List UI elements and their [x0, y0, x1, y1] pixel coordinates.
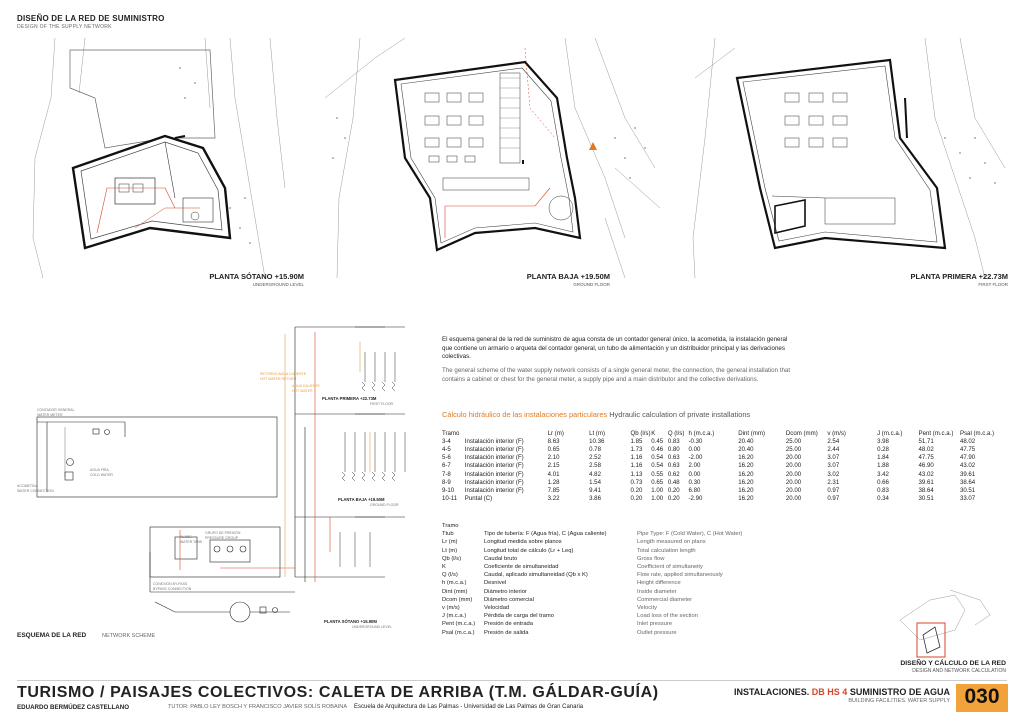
calc-table-cell: 0.65: [547, 445, 560, 453]
scheme-meter-label-en: WATER METER: [37, 413, 63, 417]
calc-table-cell: 20.40: [738, 437, 754, 445]
keymap-subtitle: DESIGN AND NETWORK CALCULATION: [912, 668, 1006, 674]
scheme-tank-label-en: WATER TANK: [180, 540, 203, 544]
calc-table-cell: 48.02: [918, 445, 934, 453]
scheme-connection-label: ACOMETIDA: [17, 484, 38, 488]
calc-table-cell: 0.80: [667, 445, 680, 453]
calc-table-cell: 2.58: [589, 462, 601, 470]
legend-desc-es: Presión de salida: [484, 629, 529, 636]
scheme-pump-label: GRUPO DE PRESIÓN: [205, 531, 241, 535]
scheme-ground-label: PLANTA BAJA +19.50M: [338, 497, 385, 502]
calc-table-cell: 43.02: [918, 470, 934, 478]
scheme-cold-label-en: COLD WATER: [90, 473, 113, 477]
calc-table-cell: Instalación interior (F): [464, 437, 524, 445]
calc-table-cell: 0.83: [667, 437, 680, 445]
calc-table-cell: 2.52: [589, 454, 601, 462]
calc-table-cell: 0.48: [667, 478, 680, 486]
calc-table-cell: 20.00: [785, 462, 802, 470]
legend-row: [442, 579, 797, 587]
legend-symbol: J (m.c.a.): [442, 613, 467, 620]
legend-desc-es: Longitud medida sobre planos: [484, 539, 562, 546]
calc-header-cell: Lr (m): [547, 429, 564, 437]
plan-underground-drawing: [15, 38, 315, 278]
legend-desc-en: Inside diameter: [637, 588, 677, 595]
scheme-tank-label: ALJIBE: [180, 535, 192, 539]
legend-desc-en: Inlet pressure: [637, 621, 673, 628]
calc-table-cell: 0.20: [630, 486, 643, 494]
legend-desc-es: Coeficiente de simultaneidad: [484, 564, 559, 571]
sheet-section-subtitle: BUILDING FACILITIES. WATER SUPPLY: [848, 698, 950, 704]
legend-symbol: h (m.c.a.): [442, 580, 467, 587]
calc-table-row: [442, 470, 1017, 478]
legend-row: [442, 612, 797, 620]
legend-desc-es: Desnivel: [484, 580, 507, 587]
calc-header-cell: Q (l/s): [667, 429, 685, 437]
section-subtitle: DESIGN OF THE SUPPLY NETWORK: [17, 24, 112, 30]
calc-table-cell: 0.45: [651, 437, 664, 445]
legend-symbol: Ttub: [442, 531, 454, 538]
calc-table-cell: 0.20: [667, 495, 680, 503]
sheet-section-title: [700, 687, 950, 697]
sheet-section-b: DB HS 4: [811, 687, 848, 697]
calc-table-cell: Instalación interior (F): [464, 478, 524, 486]
calc-table-cell: 0.46: [651, 445, 664, 453]
calc-table-cell: 43.02: [959, 462, 976, 470]
calc-table-cell: 0.20: [667, 486, 680, 494]
calc-table-cell: 47.90: [959, 454, 976, 462]
legend-row: [442, 571, 797, 579]
calc-header-cell: Tramo: [442, 429, 460, 437]
calc-table-cell: Instalación interior (F): [464, 462, 524, 470]
legend-row: [442, 538, 797, 546]
calc-table-cell: 1.88: [877, 462, 889, 470]
scheme-ground-label-en: GROUND FLOOR: [370, 503, 399, 507]
calc-table-cell: 2.31: [827, 478, 840, 486]
plan-first-drawing: [675, 38, 1015, 278]
calc-table-cell: 1.28: [547, 478, 560, 486]
calc-table-cell: 48.02: [959, 437, 976, 445]
legend-desc-es: Presión de entrada: [484, 621, 533, 628]
project-title: TURISMO / PAISAJES COLECTIVOS: CALETA DE ARRIBA (T.M. GÁLDAR-GUÍA): [17, 684, 659, 701]
calc-table-cell: 6-7: [442, 462, 451, 470]
scheme-title-en: NETWORK SCHEME: [102, 633, 156, 639]
legend-desc-es: Longitud total de cálculo (Lr + Leq): [484, 547, 574, 554]
plan-first-subtitle: FIRST FLOOR: [978, 282, 1008, 287]
scheme-connection-label-en: WATER CONNECTION: [17, 489, 54, 493]
scheme-bypass-label-en: BYPASS CONNECTION: [153, 587, 192, 591]
calc-table-cell: 4.82: [589, 470, 601, 478]
network-scheme-diagram: [25, 322, 420, 627]
legend-symbol: Pent (m.c.a.): [442, 621, 476, 628]
legend-desc-en: Length measured on plans: [637, 539, 706, 546]
calc-table-cell: 2.10: [547, 454, 560, 462]
calc-table-cell: 0.66: [877, 478, 889, 486]
calc-table-cell: 7.85: [547, 486, 560, 494]
plan-underground-title: PLANTA SÓTANO +15.90M: [209, 272, 304, 281]
calc-header-row: [442, 429, 1017, 437]
calc-table-cell: 0.73: [630, 478, 643, 486]
legend-desc-en: Commercial diameter: [637, 596, 693, 603]
calc-table-cell: 0.65: [651, 478, 664, 486]
calc-table-cell: -0.30: [688, 437, 703, 445]
legend-symbol: Psal (m.c.a.): [442, 629, 475, 636]
calc-table-cell: 30.51: [959, 486, 976, 494]
legend-symbol: Dcom (mm): [442, 596, 473, 603]
calc-header-cell: Dint (mm): [738, 429, 765, 437]
calc-table-cell: 38.64: [918, 486, 934, 494]
legend-desc-en: Load loss of the section: [637, 613, 698, 620]
legend-row: [442, 620, 797, 628]
legend-desc-es: Diámetro interior: [484, 588, 527, 595]
calc-table-row: [442, 462, 1017, 470]
calc-table-cell: 47.75: [959, 445, 976, 453]
section-title: DISEÑO DE LA RED DE SUMINISTRO: [17, 14, 165, 23]
scheme-title: [17, 632, 155, 639]
tutor-names: TUTOR: PABLO LEY BOSCH Y FRANCISCO JAVIER SOLÍS ROBAINA: [168, 704, 348, 710]
calc-table-cell: 0.83: [877, 486, 889, 494]
calc-table-cell: 16.20: [738, 470, 754, 478]
sheet-number: 030: [956, 684, 1008, 712]
legend-row: [442, 596, 797, 604]
calc-table-cell: 51.71: [918, 437, 934, 445]
calc-table: [442, 429, 1017, 503]
legend-desc-es: Diámetro comercial: [484, 596, 534, 603]
legend-row: [442, 588, 797, 596]
legend-symbol: K: [442, 564, 446, 571]
calc-header-cell: h (m.c.a.): [688, 429, 715, 437]
calc-table-row: [442, 454, 1017, 462]
legend-symbol: Lr (m): [442, 539, 458, 546]
calc-table-cell: 30.51: [918, 495, 934, 503]
calc-table-cell: 3.02: [827, 470, 840, 478]
calc-table-cell: Instalación interior (F): [464, 454, 524, 462]
sheet-section-a: INSTALACIONES.: [733, 687, 810, 697]
calc-table-cell: 6.80: [688, 486, 701, 494]
calc-table-cell: 16.20: [738, 462, 754, 470]
calc-table-cell: Puntal (C): [464, 495, 493, 503]
calc-table-row: [442, 486, 1017, 494]
scheme-hot-label-en: HOT WATER: [292, 389, 313, 393]
calc-table-cell: 0.54: [651, 462, 664, 470]
calc-table-cell: 9.41: [589, 486, 601, 494]
calc-table-cell: 3-4: [442, 437, 451, 445]
calc-table-cell: 1.84: [877, 454, 889, 462]
calc-table-cell: 3.86: [589, 495, 601, 503]
calc-title-es: Cálculo hidráulico de las instalaciones particulares: [442, 410, 608, 419]
site-key-map: [895, 585, 1000, 660]
calc-table-cell: 0.00: [688, 445, 701, 453]
calc-table-cell: 1.16: [630, 454, 643, 462]
calc-table-cell: 16.20: [738, 454, 754, 462]
calc-table-cell: 10.36: [589, 437, 605, 445]
legend-row: [442, 522, 797, 530]
scheme-under-label-en: UNDERGROUND LEVEL: [352, 625, 392, 629]
calc-table-cell: 2.54: [827, 437, 840, 445]
calc-table-cell: 3.07: [827, 462, 840, 470]
calc-table-cell: 25.00: [785, 445, 802, 453]
calc-table-cell: 0.20: [630, 495, 643, 503]
legend-desc-en: [637, 522, 797, 530]
calc-table-row: [442, 478, 1017, 486]
calc-table-cell: 1.73: [630, 445, 643, 453]
calc-table-cell: 25.00: [785, 437, 802, 445]
calc-header-cell: K: [651, 429, 656, 437]
calc-title: [442, 410, 750, 419]
calc-table-cell: 20.00: [785, 470, 802, 478]
calc-table-cell: 33.07: [959, 495, 976, 503]
calc-table-cell: 16.20: [738, 486, 754, 494]
calc-table-cell: 0.62: [667, 470, 680, 478]
calc-table-cell: -2.00: [688, 454, 703, 462]
calc-table-cell: Instalación interior (F): [464, 445, 524, 453]
legend-symbol: Qb (l/s): [442, 555, 462, 562]
legend-desc-en: Pipe Type: F (Cold Water), C (Hot Water): [637, 531, 743, 538]
calc-table-cell: 20.40: [738, 445, 754, 453]
calc-table-cell: 0.97: [827, 486, 840, 494]
calc-table-cell: 39.61: [918, 478, 934, 486]
calc-header-cell: Psal (m.c.a.): [959, 429, 995, 437]
legend-desc-en: Height difference: [637, 580, 681, 587]
calc-table-cell: -2.90: [688, 495, 703, 503]
legend-desc-en: Outlet pressure: [637, 629, 677, 636]
scheme-hot-label: AGUA CALIENTE: [292, 384, 320, 388]
calc-table-cell: 2.44: [827, 445, 840, 453]
legend-desc-en: Velocity: [637, 604, 657, 611]
calc-table-cell: 47.75: [918, 454, 934, 462]
calc-header-cell: Dcom (mm): [785, 429, 818, 437]
calc-table-cell: 0.97: [827, 495, 840, 503]
legend-table-body: [442, 522, 797, 637]
calc-table-cell: 38.64: [959, 478, 976, 486]
scheme-meter-label: CONTADOR GENERAL: [37, 408, 75, 412]
plan-ground-drawing: [325, 38, 665, 278]
calc-table-cell: Instalación interior (F): [464, 470, 524, 478]
plan-ground-title: PLANTA BAJA +19.50M: [526, 272, 610, 281]
calc-table-cell: 8.63: [547, 437, 560, 445]
calc-table-cell: 4.01: [547, 470, 560, 478]
calc-table-cell: 1.00: [651, 486, 664, 494]
legend-symbol: Tramo: [442, 523, 459, 530]
calc-table-cell: 0.34: [877, 495, 889, 503]
scheme-bypass-label: CONEXIÓN BY-PASS: [153, 582, 188, 586]
scheme-title-es: ESQUEMA DE LA RED: [17, 632, 87, 639]
plan-underground-subtitle: UNDERGROUND LEVEL: [252, 282, 304, 287]
author-name: EDUARDO BERMÚDEZ CASTELLANO: [17, 704, 130, 711]
calc-table-cell: 16.20: [738, 495, 754, 503]
calc-table-cell: 0.30: [688, 478, 701, 486]
legend-desc-es: Pérdida de carga del tramo: [484, 613, 554, 620]
calc-title-en: Hydraulic calculation of private installations: [609, 410, 751, 419]
calc-header-cell: Qb (l/s): [630, 429, 651, 437]
calc-table-body: [442, 429, 1017, 503]
calc-table-cell: 0.00: [688, 470, 701, 478]
calc-table-cell: 3.07: [827, 454, 840, 462]
legend-symbol: v (m/s): [442, 604, 460, 611]
calc-table-cell: 3.22: [547, 495, 560, 503]
scheme-pump-label-en: PRESSURE GROUP: [205, 536, 239, 540]
calc-table-cell: 0.54: [651, 454, 664, 462]
calc-table-cell: 10-11: [442, 495, 458, 503]
legend-symbol: Dint (mm): [442, 588, 468, 595]
legend-desc-en: Total calculation length: [637, 547, 696, 554]
calc-table-cell: 1.13: [630, 470, 643, 478]
plan-first-title: PLANTA PRIMERA +22.73M: [910, 272, 1008, 281]
school-name: Escuela de Arquitectura de Las Palmas - Universidad de Las Palmas de Gran Canaria: [354, 704, 584, 710]
legend-desc-es: Tipo de tubería: F (Agua fría), C (Agua caliente): [484, 531, 607, 538]
calc-table-row: [442, 437, 1017, 445]
calc-table-cell: 0.78: [589, 445, 601, 453]
calc-table-cell: 0.28: [877, 445, 889, 453]
scheme-first-label: PLANTA PRIMERA +22.73M: [322, 396, 377, 401]
scheme-first-label-en: FIRST FLOOR: [370, 402, 394, 406]
legend-symbol: Q (l/s): [442, 572, 458, 579]
calc-table-cell: 2.15: [547, 462, 560, 470]
keymap-title: DISEÑO Y CÁLCULO DE LA RED: [900, 660, 1006, 667]
legend-desc-es: Caudal, aplicado simultaneidad (Qb x K): [484, 572, 588, 579]
calc-table-cell: 39.61: [959, 470, 976, 478]
legend-row: [442, 530, 797, 538]
calc-table-cell: 46.90: [918, 462, 934, 470]
scheme-hotreturn-label: RETORNO AGUA CALIENTE: [260, 372, 307, 376]
plan-ground-subtitle: GROUND FLOOR: [573, 282, 610, 287]
calc-table-row: [442, 445, 1017, 453]
legend-row: [442, 604, 797, 612]
scheme-hotreturn-label-en: HOT WATER RETURN: [260, 377, 297, 381]
legend-row: [442, 628, 797, 636]
calc-table-cell: 7-8: [442, 470, 451, 478]
calc-table-cell: Instalación interior (F): [464, 486, 524, 494]
calc-table-cell: 1.54: [589, 478, 601, 486]
calc-table-cell: 1.16: [630, 462, 643, 470]
sheet-section-c: SUMINISTRO DE AGUA: [849, 687, 950, 697]
legend-desc-en: Coefficient of simultaneity: [637, 564, 703, 571]
calc-header-cell: [465, 429, 548, 437]
calc-table-cell: 9-10: [442, 486, 455, 494]
calc-table-row: [442, 495, 1017, 503]
legend-desc-es: Caudal bruto: [484, 555, 518, 562]
calc-table-cell: 0.63: [667, 454, 680, 462]
calc-header-cell: J (m.c.a.): [877, 429, 903, 437]
calc-table-cell: 5-6: [442, 454, 451, 462]
description-en: The general scheme of the water supply network consists of a single general meter, the connection, the general installation that contains a cabinet or chest for the general meter, a supply pipe and a main distributor and the collective derivations.: [442, 367, 791, 383]
calc-table-cell: 8-9: [442, 478, 451, 486]
legend-row: [442, 555, 797, 563]
calc-table-cell: 1.85: [630, 437, 643, 445]
legend-row: [442, 547, 797, 555]
footer-divider: [17, 680, 1007, 681]
calc-header-cell: Lt (m): [589, 429, 606, 437]
description-es: El esquema general de la red de suministro de agua consta de un contador general único, la acometida, la instalación general que contiene un armario o arqueta del contador general, un tubo de alimentación y un distribuidor principal y las derivaciones colectivas.: [442, 336, 788, 361]
legend-desc-en: Flow rate, applied simultaneously: [637, 572, 723, 579]
scheme-cold-label: AGUA FRÍA: [90, 468, 109, 472]
calc-table-cell: 1.00: [651, 495, 664, 503]
calc-table-cell: 20.00: [785, 495, 802, 503]
legend-desc-es: [484, 522, 637, 530]
calc-table-cell: 3.42: [877, 470, 889, 478]
legend-table: [442, 522, 797, 637]
calc-table-cell: 20.00: [785, 454, 802, 462]
calc-table-cell: 2.00: [688, 462, 701, 470]
calc-table-cell: 20.00: [785, 486, 802, 494]
legend-row: [442, 563, 797, 571]
calc-table-cell: 16.20: [738, 478, 754, 486]
calc-table-cell: 4-5: [442, 445, 451, 453]
calc-table-cell: 3.98: [877, 437, 889, 445]
legend-symbol: Lt (m): [442, 547, 458, 554]
legend-desc-es: Velocidad: [484, 604, 510, 611]
legend-desc-en: Gross flow: [637, 555, 665, 562]
scheme-under-label: PLANTA SÓTANO +15.90M: [324, 619, 377, 624]
calc-table-cell: 0.63: [667, 462, 680, 470]
calc-table-cell: 20.00: [785, 478, 802, 486]
calc-header-cell: v (m/s): [827, 429, 846, 437]
calc-header-cell: Pent (m.c.a.): [918, 429, 954, 437]
calc-table-cell: 0.55: [651, 470, 664, 478]
